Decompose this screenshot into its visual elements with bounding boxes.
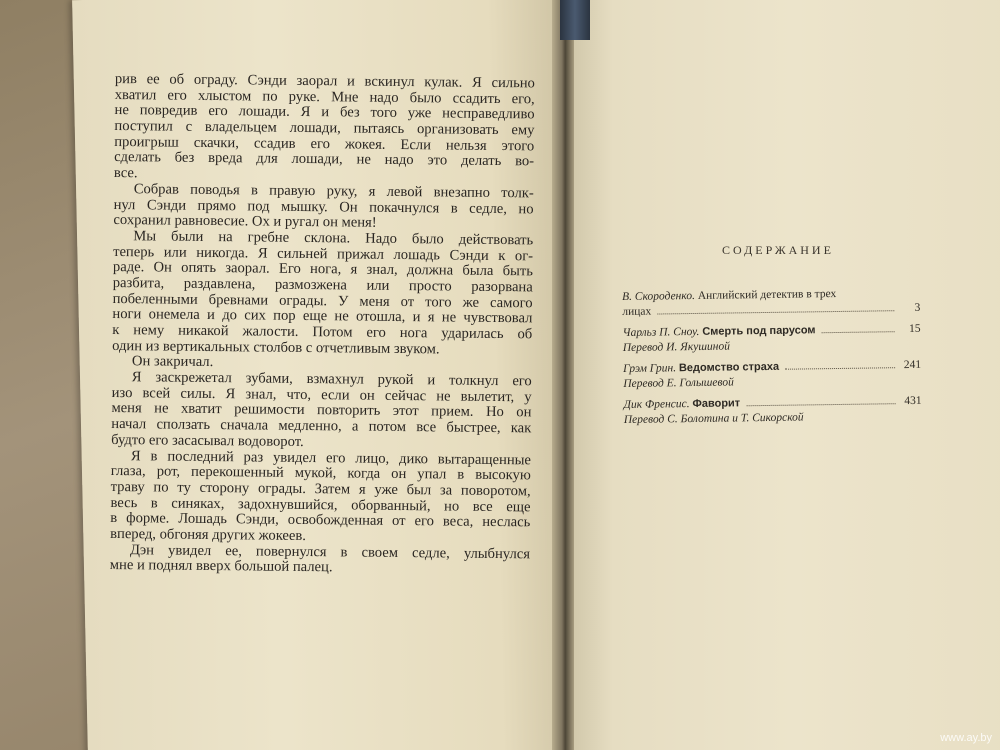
toc-leader-dots <box>822 331 895 333</box>
text-line: сделать без вреда для лошади, не надо это делать во- <box>114 149 535 170</box>
text-line: изо всей силы. Я знал, что, если он сейчас не вылетит, у <box>111 384 532 406</box>
table-of-contents <box>622 286 922 434</box>
text-line: раде. Он опять заорал. Его нога, я знал, должна была быть <box>112 259 534 280</box>
toc-translator: Перевод И. Якушиной <box>622 340 731 354</box>
text-line: мне и поднял вверх большой палец. <box>109 557 333 576</box>
text-line: Дэн увидел ее, повернулся в своем седле, улыбнулся <box>129 541 531 562</box>
book-gutter <box>552 0 574 750</box>
toc-work-title-cont: лицах <box>622 305 652 318</box>
text-line: к нему никакой жалости. Потом его нога ударилась об <box>112 321 533 343</box>
text-line: глаза, рот, перекошенный мукой, когда он упал в высокую <box>110 463 531 484</box>
text-line: будто его засасывал водоворот. <box>111 431 304 450</box>
toc-title: СОДЕРЖАНИЕ <box>722 243 834 257</box>
toc-page-number: 3 <box>914 301 921 314</box>
text-line: рив ее об ограду. Сэнди заорал и вскинул кулак. Я сильно <box>114 71 535 92</box>
text-line: Мы были на гребне склона. Надо было действовать <box>133 228 534 249</box>
toc-leader-dots <box>785 367 895 370</box>
toc-author: Чарльз П. Сноу. <box>622 325 700 339</box>
watermark: www.ay.by <box>940 732 992 744</box>
book-spine <box>560 0 590 40</box>
toc-entry <box>623 358 921 392</box>
text-line: вперед, обгоняя других жокеев. <box>110 525 307 544</box>
toc-translator: Перевод С. Болотина и Т. Сикорской <box>623 411 804 426</box>
text-line: весь в синяках, задохнувшийся, оборванный, но все еще <box>110 494 531 515</box>
toc-author: Грэм Грин. <box>623 362 677 375</box>
text-line: нул Сэнди прямо под мышку. Он покачнулся в седле, но <box>113 196 534 217</box>
left-page-text <box>110 72 535 578</box>
toc-entry <box>622 286 920 320</box>
text-line: Он закричал. <box>131 353 214 371</box>
toc-leader-dots <box>746 403 895 406</box>
text-line: проигрыш скачки, ссадив его жокея. Если нельзя этого <box>114 133 535 155</box>
toc-work-title: Ведомство страха <box>678 360 780 375</box>
toc-work-title: Смерть под парусом <box>702 324 816 338</box>
toc-leader-dots <box>657 310 894 314</box>
toc-work-title: Английский детектив в трех <box>697 288 837 302</box>
text-line: один из вертикальных столбов с отчетливым звуком. <box>112 337 440 358</box>
toc-entry <box>624 394 922 428</box>
text-line: Я заскрежетал зубами, взмахнул рукой и толкнул его <box>131 369 532 390</box>
text-line: в форме. Лошадь Сэнди, освобожденная от его веса, неслась <box>110 510 531 531</box>
text-line: все. <box>113 165 138 182</box>
text-line: начал сползать сначала медленно, а потом все быстрее, как <box>111 416 532 437</box>
text-line: хватил его хлыстом по руке. Мне надо было ссадить его, <box>114 86 535 108</box>
text-line: не повредив его лошади. Я и без того уже несправедливо <box>114 102 535 123</box>
text-line: побеленными бревнами ограды. У меня от того же самого <box>112 290 533 312</box>
toc-page-number: 15 <box>908 322 921 335</box>
text-line: сохранил равновесие. Ох и ругал он меня! <box>113 212 377 231</box>
text-line: теперь или никогда. Я сильней прижал лошадь Сэнди к ог- <box>113 243 534 264</box>
toc-translator: Перевод Е. Голышевой <box>623 376 734 390</box>
toc-author: Дик Френсис. <box>623 398 690 411</box>
text-line: поступил с владельцем лошади, пытаясь организовать ему <box>114 118 535 139</box>
text-line: траву по ту сторону ограды. Затем я уже был за поворотом, <box>110 478 531 500</box>
toc-author: В. Скороденко. <box>622 289 696 303</box>
text-line: Я в последний раз увидел его лицо, дико вытаращенные <box>130 447 532 468</box>
text-line: Собрав поводья в правую руку, я левой внезапно толк- <box>133 181 534 202</box>
toc-page-number: 241 <box>903 358 922 372</box>
toc-entry <box>623 322 921 356</box>
text-line: ноги онемела и до сих пор еще не отошла, и я не чувствовал <box>112 306 533 327</box>
toc-work-title: Фаворит <box>692 397 741 411</box>
text-line: разбита, раздавлена, размозжена или просто разорвана <box>112 274 533 296</box>
toc-page-number: 431 <box>904 394 922 408</box>
text-line: меня не хватит решимости повторить этот прием. Но он <box>111 400 532 421</box>
